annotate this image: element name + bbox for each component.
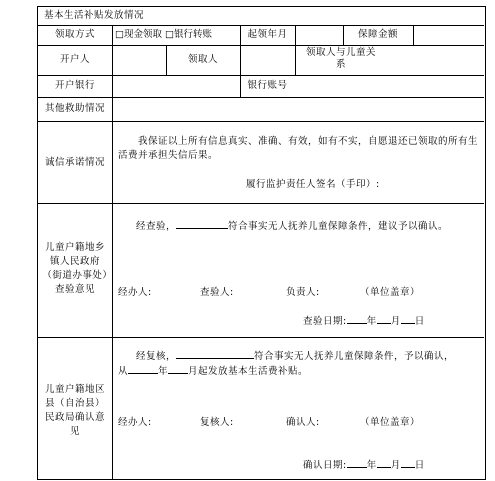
signature-label: 履行监护责任人签名（手印）: bbox=[246, 179, 380, 190]
month-blank[interactable] bbox=[377, 313, 391, 324]
review-suffix: 符合事实无人抚养儿童保障条件，予以确认， bbox=[254, 351, 455, 362]
township-leader: 负责人: bbox=[286, 287, 320, 298]
date-label: 查验日期: bbox=[303, 316, 347, 327]
county-reviewer: 复核人: bbox=[200, 417, 234, 428]
row-divider bbox=[38, 97, 484, 98]
amount-label: 保障金额 bbox=[357, 29, 398, 40]
day-unit: 日 bbox=[414, 316, 425, 327]
verify-blank[interactable] bbox=[176, 218, 228, 229]
year-unit: 年 bbox=[366, 316, 377, 327]
review-prefix: 经复核， bbox=[136, 351, 177, 362]
month-blank[interactable] bbox=[377, 457, 391, 468]
bank-label: 开户银行 bbox=[54, 80, 95, 91]
year-blank[interactable] bbox=[347, 457, 367, 468]
month-unit: 月 bbox=[390, 460, 401, 471]
county-date bbox=[303, 457, 425, 472]
township-date bbox=[303, 313, 425, 328]
review-middle: 年 bbox=[158, 366, 169, 377]
col-divider bbox=[413, 25, 414, 45]
township-checker: 查验人: bbox=[200, 287, 234, 298]
township-handler: 经办人: bbox=[118, 287, 152, 298]
township-label: 儿童户籍地乡镇人民政府（街道办事处）查验意见 bbox=[42, 242, 108, 295]
bank-account-label: 银行账号 bbox=[247, 80, 288, 91]
row-divider bbox=[38, 45, 484, 46]
day-blank[interactable] bbox=[401, 313, 415, 324]
county-confirmer: 确认人: bbox=[286, 417, 320, 428]
pledge-text: 我保证以上所有信息真实、准确、有效，如有不实，自愿退还已领取的所有生活费并承担失信后果。 bbox=[118, 136, 479, 161]
start-month-label: 起领年月 bbox=[247, 29, 288, 40]
year-blank[interactable] bbox=[347, 313, 367, 324]
review-blank[interactable] bbox=[176, 348, 254, 359]
col-divider bbox=[295, 25, 296, 75]
review-year-blank[interactable] bbox=[128, 363, 158, 374]
verify-prefix: 经查验， bbox=[136, 221, 177, 232]
other-aid-label: 其他救助情况 bbox=[44, 103, 105, 114]
county-handler: 经办人: bbox=[118, 417, 152, 428]
row-divider bbox=[38, 25, 484, 26]
county-label: 儿童户籍地区县（自治县）民政局确认意见 bbox=[44, 384, 105, 437]
review-end: 月起发放基本生活费补贴。 bbox=[188, 366, 309, 377]
row-divider bbox=[38, 337, 484, 338]
county-seal: （单位盖章） bbox=[360, 417, 421, 428]
year-unit: 年 bbox=[366, 460, 377, 471]
row-divider bbox=[38, 203, 484, 204]
review-month-blank[interactable] bbox=[168, 363, 188, 374]
payment-method-options[interactable]: □现金领取 □银行转账 bbox=[115, 29, 212, 40]
county-review-line bbox=[136, 348, 454, 363]
day-blank[interactable] bbox=[401, 457, 415, 468]
account-holder-label: 开户人 bbox=[59, 54, 90, 65]
row-divider bbox=[38, 121, 484, 122]
township-verify-line bbox=[136, 218, 448, 233]
verify-suffix: 符合事实无人抚养儿童保障条件，建议予以确认。 bbox=[228, 221, 449, 232]
form-title: 基本生活补贴发放情况 bbox=[44, 10, 145, 21]
row-divider bbox=[38, 75, 484, 76]
month-unit: 月 bbox=[390, 316, 401, 327]
date-label: 确认日期: bbox=[303, 460, 347, 471]
county-review-line-2 bbox=[118, 363, 308, 378]
relation-label: 领取人与儿童关系 bbox=[306, 47, 377, 70]
review-from: 从 bbox=[118, 366, 129, 377]
day-unit: 日 bbox=[414, 460, 425, 471]
receiver-label: 领取人 bbox=[187, 54, 218, 65]
subsidy-form bbox=[37, 6, 486, 480]
pledge-label: 诚信承诺情况 bbox=[44, 157, 105, 168]
col-divider bbox=[112, 25, 113, 480]
payment-method-label: 领取方式 bbox=[54, 29, 95, 40]
township-seal: （单位盖章） bbox=[360, 287, 421, 298]
